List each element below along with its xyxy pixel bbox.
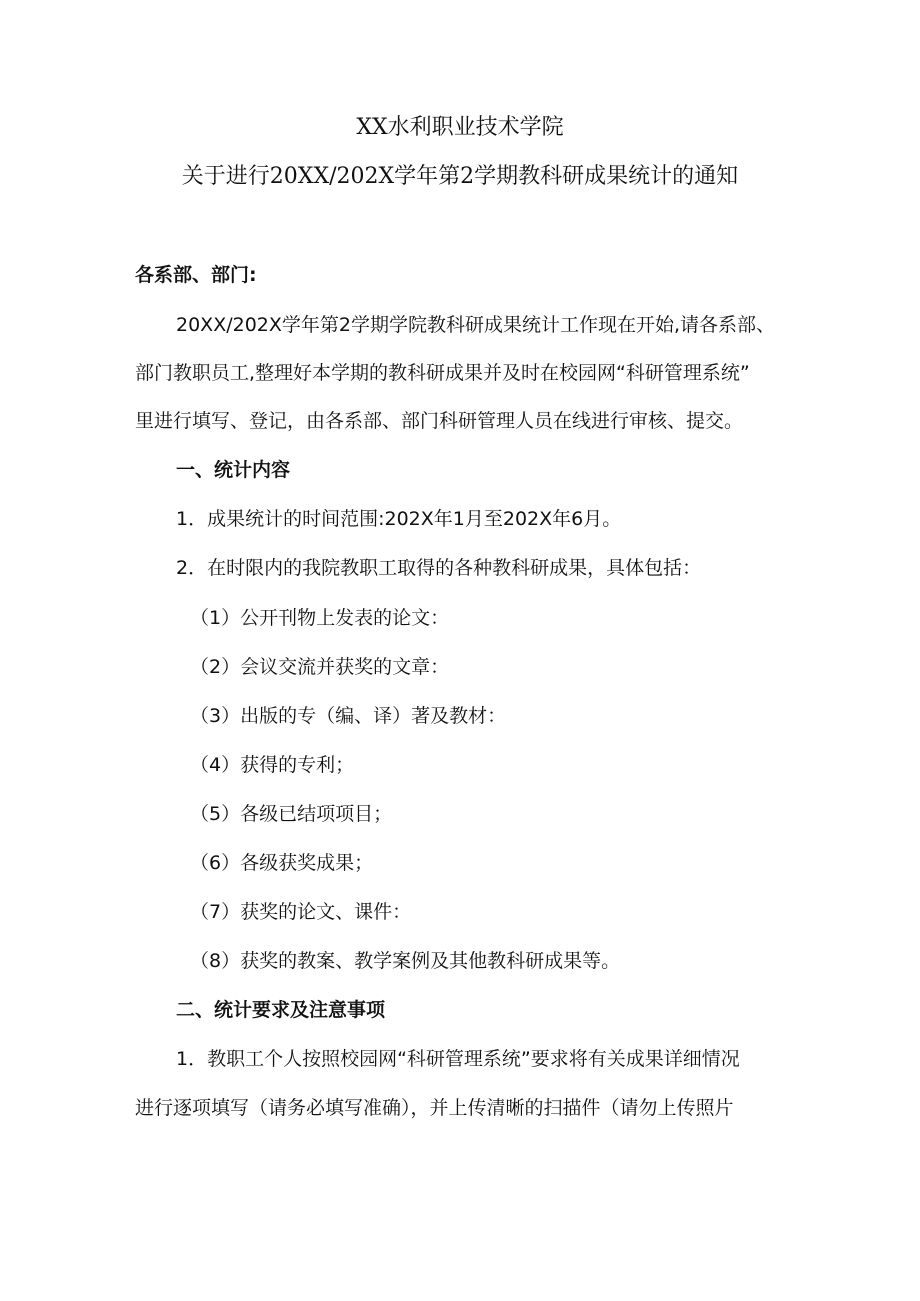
- section-1-item-1: 1．成果统计的时间范围:202X年1月至202X年6月。: [176, 508, 622, 530]
- intro-line-3: 里进行填写、登记，由各系部、部门科研管理人员在线进行审核、提交。: [135, 410, 744, 432]
- subitem-1: （1）公开刊物上发表的论文：: [190, 607, 450, 629]
- subitem-3: （3）出版的专（编、译）著及教材：: [190, 705, 507, 727]
- notice-title: 关于进行20XX/202X学年第2学期教科研成果统计的通知: [181, 164, 739, 189]
- section-2-item-1-line-2: 进行逐项填写（请务必填写准确），并上传清晰的扫描件（请勿上传照片: [135, 1097, 734, 1119]
- subitem-6: （6）各级获奖成果；: [190, 852, 374, 874]
- institution-title: XX水利职业技术学院: [356, 115, 564, 140]
- section-2-item-1-line-1: 1．教职工个人按照校园网“科研管理系统”要求将有关成果详细情况: [176, 1048, 740, 1070]
- subitem-8: （8）获奖的教案、教学案例及其他教科研成果等。: [190, 950, 621, 972]
- subitem-4: （4）获得的专利；: [190, 754, 355, 776]
- section-1-heading: 一、统计内容: [176, 459, 291, 481]
- salutation: 各系部、部门:: [135, 264, 257, 286]
- section-1-item-2: 2．在时限内的我院教职工取得的各种教科研成果，具体包括：: [176, 557, 702, 579]
- subitem-5: （5）各级已结项项目；: [190, 803, 393, 825]
- subitem-7: （7）获奖的论文、课件：: [190, 901, 412, 923]
- subitem-2: （2）会议交流并获奖的文章：: [190, 656, 450, 678]
- section-2-heading: 二、统计要求及注意事项: [176, 999, 386, 1021]
- intro-line-1: 20XX/202X学年第2学期学院教科研成果统计工作现在开始,请各系部、: [176, 314, 776, 336]
- intro-line-2: 部门教职员工,整理好本学期的教科研成果并及时在校园网“科研管理系统”: [135, 362, 750, 384]
